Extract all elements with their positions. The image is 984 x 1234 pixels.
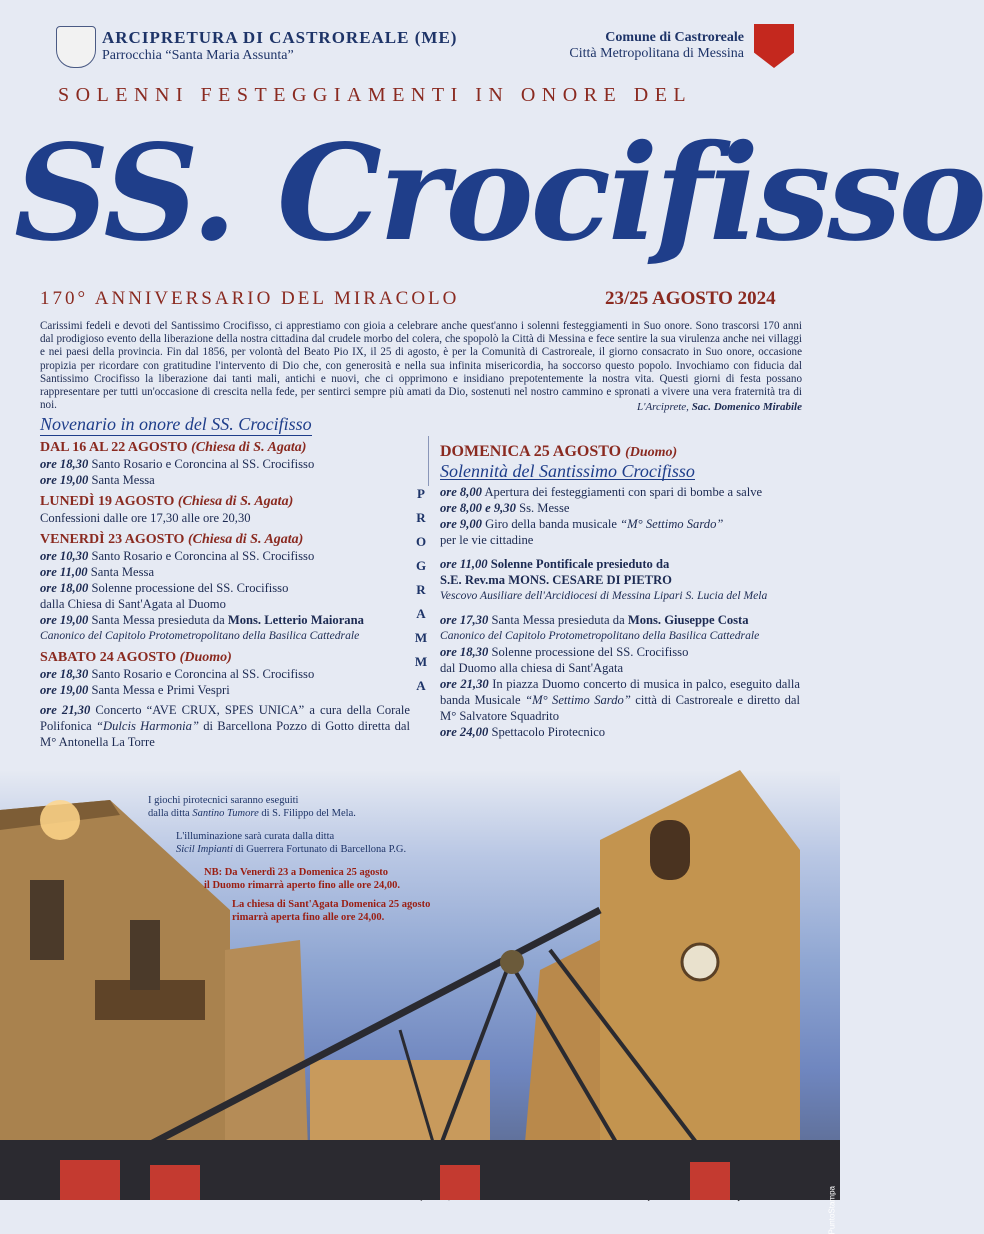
comune-header	[569, 30, 744, 62]
event-dates: 23/25 AGOSTO 2024	[605, 288, 776, 309]
event-title: SS. Crocifisso	[14, 116, 984, 271]
day-heading: DAL 16 AL 22 AGOSTO (Chiesa di S. Agata)	[40, 440, 307, 455]
event-row: Confessioni dalle ore 17,30 alle ore 20,30	[40, 511, 251, 525]
parish-subtitle: Parrocchia “Santa Maria Assunta”	[102, 48, 294, 63]
event-row: ore 19,00 Santa Messa e Primi Vespri	[40, 683, 230, 697]
event-row: ore 21,30 In piazza Duomo concerto di musica in palco, eseguito dalla banda Musicale “M° Settimo Sardo” città di Castroreale e diretto dal M° Salvatore Squadrito	[440, 677, 800, 723]
event-row: ore 9,00 Giro della banda musicale “M° Settimo Sardo”	[440, 517, 724, 531]
piazza-photo	[0, 770, 840, 1200]
piazza-illustration	[0, 770, 840, 1200]
event-subnote: Canonico del Capitolo Protometropolitano della Basilica Cattedrale	[440, 629, 760, 642]
divider-line	[428, 436, 429, 486]
event-row: ore 18,30 Solenne processione del SS. Crocifisso	[440, 645, 689, 659]
event-row: ore 18,30 Santo Rosario e Coroncina al SS. Crocifisso	[40, 667, 315, 681]
event-row: ore 24,00 Spettacolo Pirotecnico	[440, 725, 606, 739]
duomo-hours-note: NB: Da Venerdì 23 a Domenica 25 agosto il Duomo rimarrà aperto fino alle ore 24,00.	[204, 867, 401, 891]
day-heading: LUNEDÌ 19 AGOSTO (Chiesa di S. Agata)	[40, 494, 294, 509]
signature	[637, 401, 802, 413]
fireworks-note: I giochi pirotecnici saranno eseguiti dalla ditta Santino Tumore di S. Filippo del Mela.	[148, 795, 356, 819]
signature-name: Sac. Domenico Mirabile	[691, 401, 802, 413]
anniversary-line: 170° ANNIVERSARIO DEL MIRACOLO	[40, 288, 460, 309]
comune-shield	[754, 24, 794, 68]
event-row: ore 10,30 Santo Rosario e Coroncina al SS. Crocifisso	[40, 549, 315, 563]
signature-role: L'Arciprete,	[636, 401, 689, 413]
right-program	[440, 440, 800, 740]
printer-credit: PuntoStampa	[827, 1186, 836, 1234]
event-row: ore 11,00 Santa Messa	[40, 565, 155, 579]
event-row: ore 18,30 Santo Rosario e Coroncina al SS. Crocifisso	[40, 457, 315, 471]
event-row: ore 21,30 Concerto “AVE CRUX, SPES UNICA” a cura della Corale Polifonica “Dulcis Harmonia” di Barcellona Pozzo di Gotto diretta dal M° Antonella La Torre	[40, 703, 410, 749]
event-row: ore 8,00 Apertura dei festeggiamenti con spari di bombe a salve	[440, 485, 763, 499]
day-heading: SABATO 24 AGOSTO (Duomo)	[40, 650, 232, 665]
lighting-note: L'illuminazione sarà curata dalla ditta Sicil Impianti di Guerrera Fortunato di Barcellona P.G.	[176, 831, 407, 855]
intro-paragraph: Carissimi fedeli e devoti del Santissimo Crocifisso, ci apprestiamo con gioia a celebrare anche quest'anno i solenni festeggiamenti in Suo onore. Sono trascorsi 170 anni dal prodigioso evento della liberazione della nostra cittadina dal crudele morbo del colera, che spopolò la Città di Messina e fece sentire la sua virulenza anche nei villaggi e nei paesi della provincia. Fin dal 1856, per volontà del Beato Pio IX, il 25 di agosto, è per la Comunità di Castroreale, il giorno consacrato in Suo onore, occasione propizia per ricordare con gratitudine l'intervento di Dio che, con generosità e nella sua infinita misericordia, ha soccorso questo popolo. Invochiamo con fiducia dal Santissimo Crocifisso la liberazione dai tanti mali, antichi e nuovi, che ci opprimono e insidiano prepotentemente la nostra vita. Questi giorni di festa possano rappresentare per tutti un'occasione di crescita nella fede, per sentirci sempre più amati da Dio, sostenuti nel nostro cammino e spronati a vivere una vera fraternità tra di noi.	[40, 320, 802, 412]
parish-header	[102, 28, 457, 64]
event-subnote: Vescovo Ausiliare dell'Arcidiocesi di Messina Lipari S. Lucia del Mela	[440, 589, 768, 602]
event-row: S.E. Rev.ma MONS. CESARE DI PIETRO	[440, 573, 672, 587]
event-row: ore 8,00 e 9,30 Ss. Messe	[440, 501, 570, 515]
event-row: ore 17,30 Santa Messa presieduta da Mons. Giuseppe Costa	[440, 613, 749, 627]
solennita-title: Solennità del Santissimo Crocifisso	[440, 461, 695, 481]
event-row: dal Duomo alla chiesa di Sant'Agata	[440, 661, 624, 675]
parish-crest	[56, 26, 96, 68]
event-subtitle: SOLENNI FESTEGGIAMENTI IN ONORE DEL	[58, 84, 693, 106]
event-row: ore 19,00 Santa Messa	[40, 473, 155, 487]
day-heading: VENERDÌ 23 AGOSTO (Chiesa di S. Agata)	[40, 532, 304, 547]
event-row: ore 19,00 Santa Messa presieduta da Mons. Letterio Maiorana	[40, 613, 364, 627]
event-row: ore 11,00 Solenne Pontificale presieduto da	[440, 557, 670, 571]
event-row: dalla Chiesa di Sant'Agata al Duomo	[40, 597, 226, 611]
day-heading: DOMENICA 25 AGOSTO (Duomo)	[440, 443, 678, 460]
santagata-hours-note: La chiesa di Sant'Agata Domenica 25 agosto rimarrà aperta fino alle ore 24,00.	[232, 899, 431, 923]
event-row: per le vie cittadine	[440, 533, 534, 547]
programma-vertical: P R O G R A M M A	[414, 486, 428, 693]
parish-title: ARCIPRETURA DI CASTROREALE (ME)	[102, 28, 458, 47]
left-program	[40, 436, 410, 750]
event-subnote: Canonico del Capitolo Protometropolitano della Basilica Cattedrale	[40, 629, 360, 642]
event-row: ore 18,00 Solenne processione del SS. Crocifisso	[40, 581, 289, 595]
comune-title: Comune di Castroreale	[605, 30, 744, 45]
comune-subtitle: Città Metropolitana di Messina	[569, 46, 744, 61]
novenario-title: Novenario in onore del SS. Crocifisso	[40, 414, 312, 434]
